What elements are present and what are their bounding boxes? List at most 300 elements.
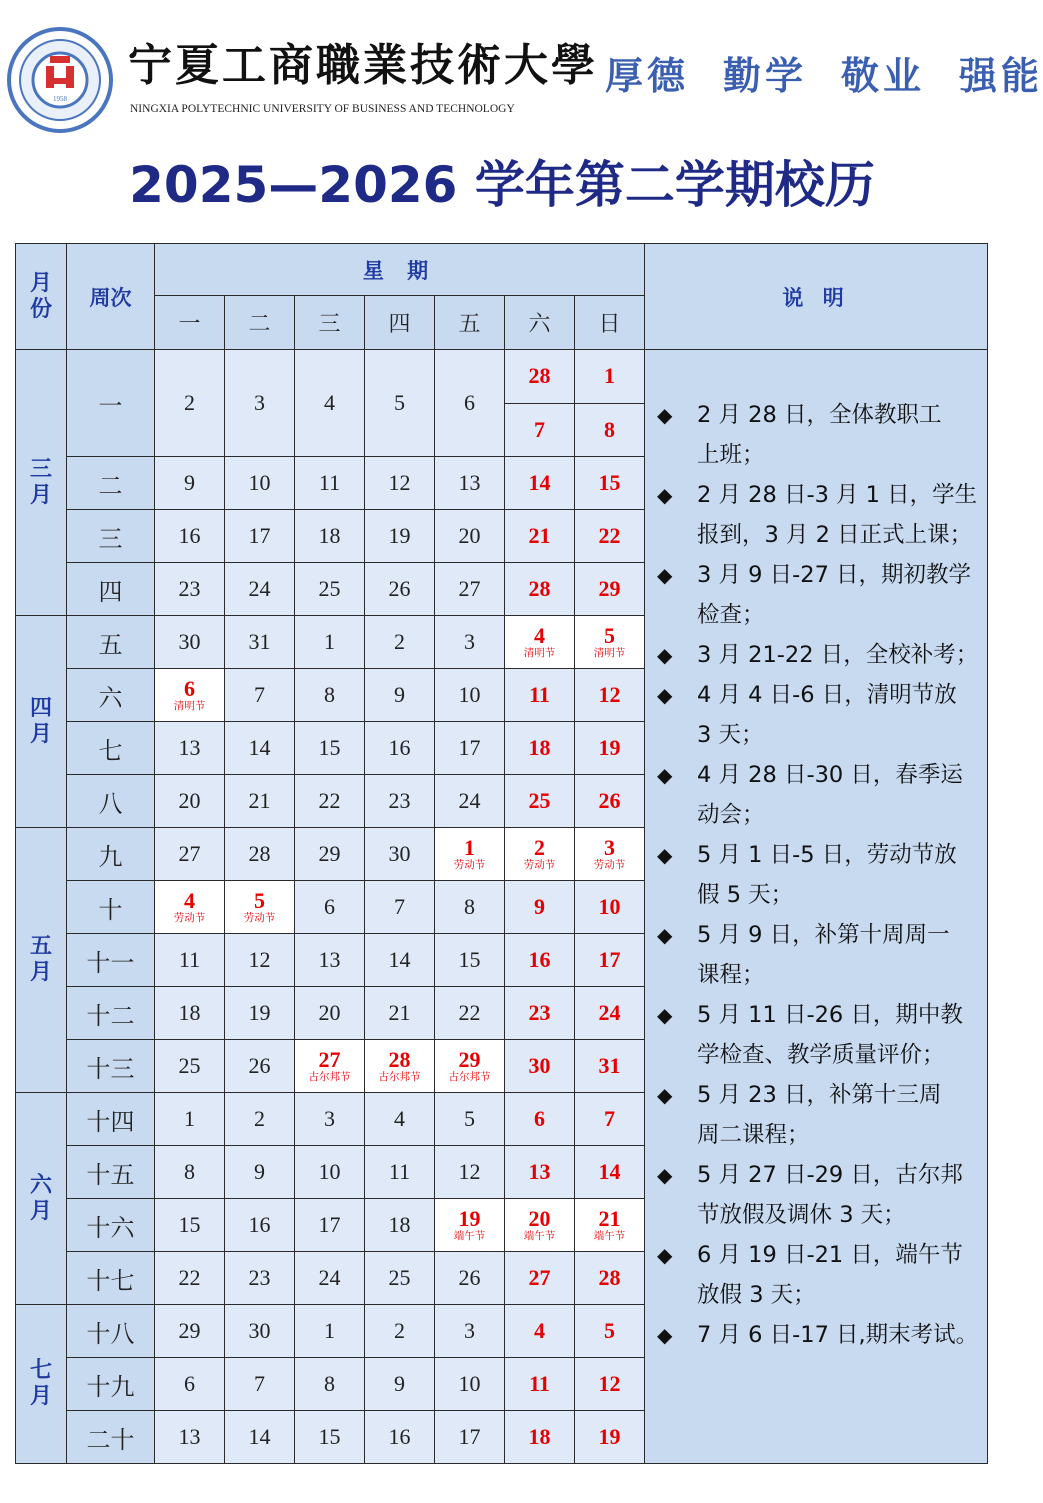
date-number: 24 [318, 1265, 341, 1290]
note-text: 2 月 28 日-3 月 1 日，学生 [697, 482, 978, 508]
date-cell [505, 1252, 575, 1305]
date-number: 12 [598, 682, 621, 707]
date-cell [435, 669, 505, 722]
diamond-bullet-icon: ◆ [657, 1003, 673, 1027]
date-cell [295, 457, 365, 510]
date-cell [575, 1146, 645, 1199]
note-item [657, 395, 981, 435]
date-number: 30 [178, 629, 201, 654]
date-number: 17 [248, 523, 271, 548]
date-number: 11 [388, 1159, 411, 1184]
date-cell [225, 510, 295, 563]
week-number: 四 [67, 563, 155, 616]
date-number: 13 [178, 735, 201, 760]
bullet-spacer [657, 1275, 697, 1315]
date-cell [225, 1093, 295, 1146]
holiday-label: 端午节 [523, 1230, 556, 1242]
holiday-label: 劳动节 [453, 859, 486, 871]
date-number: 24 [248, 576, 271, 601]
date-number: 30 [528, 1053, 551, 1078]
date-cell [225, 1305, 295, 1358]
date-number: 9 [394, 682, 405, 707]
holiday-label: 古尔邦节 [378, 1071, 421, 1083]
note-item [657, 915, 981, 955]
date-number: 27 [318, 1047, 341, 1072]
week-number: 十七 [67, 1252, 155, 1305]
date-number: 24 [458, 788, 481, 813]
date-cell [295, 350, 365, 457]
date-cell [505, 1146, 575, 1199]
date-number: 5 [464, 1106, 475, 1131]
diamond-bullet-icon: ◆ [657, 563, 673, 587]
date-cell [435, 563, 505, 616]
date-cell [365, 987, 435, 1040]
date-cell [155, 616, 225, 669]
date-cell [575, 987, 645, 1040]
calendar-body [16, 350, 988, 1464]
date-cell [505, 775, 575, 828]
note-item [657, 1075, 981, 1115]
date-cell [365, 1411, 435, 1464]
date-cell [225, 1146, 295, 1199]
date-number: 20 [458, 523, 481, 548]
date-cell [365, 1093, 435, 1146]
date-cell [155, 1358, 225, 1411]
date-number: 1 [464, 835, 475, 860]
week-column-header: 周次 [67, 244, 155, 350]
note-item [657, 1155, 981, 1195]
date-number: 13 [318, 947, 341, 972]
date-cell [575, 1040, 645, 1093]
date-number: 7 [254, 682, 265, 707]
date-cell [365, 457, 435, 510]
holiday-label: 清明节 [523, 647, 556, 659]
date-number: 31 [248, 629, 271, 654]
date-cell [575, 1358, 645, 1411]
date-number: 15 [458, 947, 481, 972]
date-number: 26 [458, 1265, 481, 1290]
date-cell [505, 722, 575, 775]
date-cell [505, 403, 575, 457]
date-cell [575, 1411, 645, 1464]
date-cell [155, 1252, 225, 1305]
date-number: 14 [248, 1424, 271, 1449]
note-item [657, 675, 981, 715]
date-cell [295, 1146, 365, 1199]
date-number: 25 [318, 576, 341, 601]
date-number: 1 [184, 1106, 195, 1131]
date-cell [155, 1093, 225, 1146]
date-number: 6 [184, 1371, 195, 1396]
holiday-label: 古尔邦节 [448, 1071, 491, 1083]
date-cell [435, 510, 505, 563]
date-cell [505, 669, 575, 722]
svg-text:1958: 1958 [53, 95, 67, 103]
week-number: 三 [67, 510, 155, 563]
bullet-spacer [657, 955, 697, 995]
date-cell [365, 775, 435, 828]
date-number: 12 [248, 947, 271, 972]
date-cell [505, 350, 575, 404]
date-number: 13 [528, 1159, 551, 1184]
note-text: 上班； [697, 442, 765, 468]
date-cell [155, 457, 225, 510]
date-cell [575, 563, 645, 616]
date-cell [505, 1358, 575, 1411]
diamond-bullet-icon: ◆ [657, 843, 673, 867]
weekday-header: 日 [575, 296, 645, 350]
date-number: 16 [178, 523, 201, 548]
date-number: 16 [388, 1424, 411, 1449]
holiday-date-cell [155, 881, 225, 934]
week-number: 二十 [67, 1411, 155, 1464]
note-text: 放假 3 天； [697, 1282, 816, 1308]
month-label: 三 月 [16, 350, 67, 616]
date-cell [295, 775, 365, 828]
date-cell [365, 350, 435, 457]
date-cell [505, 1040, 575, 1093]
date-number: 4 [184, 888, 195, 913]
holiday-label: 古尔邦节 [308, 1071, 351, 1083]
date-cell [225, 775, 295, 828]
date-cell [575, 350, 645, 404]
note-text: 学检查、教学质量评价； [697, 1042, 945, 1068]
note-item [657, 635, 981, 675]
week-number: 十九 [67, 1358, 155, 1411]
holiday-date-cell [575, 828, 645, 881]
date-number: 17 [598, 947, 621, 972]
date-number: 4 [324, 390, 335, 415]
date-cell [365, 934, 435, 987]
date-number: 25 [528, 788, 551, 813]
date-cell [295, 1199, 365, 1252]
note-text: 周二课程； [697, 1122, 810, 1148]
weekday-header: 一 [155, 296, 225, 350]
date-number: 20 [318, 1000, 341, 1025]
diamond-bullet-icon: ◆ [657, 1083, 673, 1107]
date-number: 18 [318, 523, 341, 548]
month-header-text: 月 份 [29, 270, 52, 322]
bullet-spacer [657, 1035, 697, 1075]
note-text: 3 月 21-22 日，全校补考； [697, 642, 979, 668]
date-cell [295, 563, 365, 616]
note-text: 2 月 28 日，全体教职工 [697, 402, 942, 428]
date-cell [295, 1093, 365, 1146]
date-number: 4 [394, 1106, 405, 1131]
date-number: 2 [254, 1106, 265, 1131]
date-cell [435, 987, 505, 1040]
date-number: 21 [598, 1206, 621, 1231]
date-cell [225, 1199, 295, 1252]
date-cell [155, 1199, 225, 1252]
date-cell [365, 1199, 435, 1252]
date-number: 25 [178, 1053, 201, 1078]
date-number: 3 [604, 835, 616, 860]
note-text: 5 月 11 日-26 日，期中教 [697, 1002, 963, 1028]
month-label: 七 月 [16, 1305, 67, 1464]
date-number: 19 [388, 523, 411, 548]
date-number: 17 [318, 1212, 341, 1237]
date-number: 28 [528, 576, 551, 601]
date-number: 7 [394, 894, 405, 919]
note-item-continuation [657, 955, 981, 995]
date-number: 8 [604, 416, 616, 442]
date-number: 17 [458, 1424, 481, 1449]
date-number: 22 [178, 1265, 201, 1290]
date-cell [435, 1411, 505, 1464]
note-item [657, 835, 981, 875]
date-number: 8 [184, 1159, 195, 1184]
date-cell [155, 722, 225, 775]
week-row [16, 350, 988, 404]
date-cell [575, 457, 645, 510]
holiday-date-cell [505, 828, 575, 881]
date-cell [505, 881, 575, 934]
date-cell [435, 1305, 505, 1358]
date-cell [155, 1040, 225, 1093]
date-cell [295, 828, 365, 881]
date-cell [155, 350, 225, 457]
date-number: 7 [534, 416, 545, 442]
date-number: 15 [318, 1424, 341, 1449]
date-number: 6 [534, 1106, 545, 1131]
date-cell [225, 1252, 295, 1305]
date-number: 11 [529, 1371, 550, 1396]
date-number: 10 [248, 470, 271, 495]
diamond-bullet-icon: ◆ [657, 683, 673, 707]
diamond-bullet-icon: ◆ [657, 1323, 673, 1347]
holiday-date-cell [435, 1199, 505, 1252]
note-text: 4 月 4 日-6 日，清明节放 [697, 682, 957, 708]
motto-word: 厚德 [605, 53, 690, 98]
bullet-spacer [657, 875, 697, 915]
note-text: 报到，3 月 2 日正式上课； [697, 522, 973, 548]
holiday-date-cell [575, 1199, 645, 1252]
note-text: 3 月 9 日-27 日，期初教学 [697, 562, 972, 588]
month-label: 六 月 [16, 1093, 67, 1305]
university-name-en: NINGXIA POLYTECHNIC UNIVERSITY OF BUSINESS AND TECHNOLOGY [130, 103, 515, 115]
date-cell [365, 1358, 435, 1411]
note-text: 5 月 9 日，补第十周周一 [697, 922, 950, 948]
weekday-header: 二 [225, 296, 295, 350]
bullet-spacer [657, 715, 697, 755]
date-number: 29 [318, 841, 341, 866]
date-number: 14 [528, 470, 551, 495]
diamond-bullet-icon: ◆ [657, 1243, 673, 1267]
date-number: 6 [184, 676, 195, 701]
date-cell [295, 722, 365, 775]
week-number: 十五 [67, 1146, 155, 1199]
date-number: 14 [598, 1159, 621, 1184]
date-number: 24 [598, 1000, 621, 1025]
date-number: 2 [534, 835, 545, 860]
week-number: 十二 [67, 987, 155, 1040]
date-cell [435, 350, 505, 457]
date-number: 8 [324, 1371, 335, 1396]
university-name-cn: 宁夏工商職業技術大學 [128, 40, 598, 91]
motto-word: 强能 [959, 53, 1043, 98]
date-number: 5 [394, 390, 405, 415]
date-number: 4 [534, 1318, 545, 1343]
date-cell [505, 1305, 575, 1358]
note-item [657, 995, 981, 1035]
date-number: 5 [604, 1318, 616, 1343]
date-cell [435, 1358, 505, 1411]
date-number: 17 [458, 735, 481, 760]
date-number: 28 [598, 1265, 621, 1290]
date-number: 19 [598, 1424, 621, 1449]
date-cell [505, 510, 575, 563]
date-cell [295, 1305, 365, 1358]
month-label: 四 月 [16, 616, 67, 828]
weekday-group-header: 星 期 [155, 244, 645, 296]
date-number: 2 [394, 629, 405, 654]
date-cell [225, 987, 295, 1040]
date-number: 27 [178, 841, 201, 866]
date-cell [295, 1411, 365, 1464]
note-text: 6 月 19 日-21 日，端午节 [697, 1242, 963, 1268]
date-cell [365, 669, 435, 722]
date-cell [295, 1358, 365, 1411]
date-cell [155, 828, 225, 881]
date-cell [225, 1040, 295, 1093]
holiday-date-cell [365, 1040, 435, 1093]
date-number: 8 [324, 682, 335, 707]
date-number: 19 [598, 735, 621, 760]
date-cell [295, 669, 365, 722]
date-number: 16 [528, 947, 551, 972]
date-cell [575, 510, 645, 563]
bullet-spacer [657, 595, 697, 635]
date-cell [155, 1305, 225, 1358]
date-cell [435, 775, 505, 828]
header [0, 0, 1043, 135]
date-number: 1 [324, 1318, 335, 1343]
date-cell [225, 457, 295, 510]
note-item-continuation [657, 595, 981, 635]
date-cell [435, 1093, 505, 1146]
motto-word: 勤学 [723, 53, 808, 98]
date-cell [575, 669, 645, 722]
weekday-header: 六 [505, 296, 575, 350]
date-cell [225, 828, 295, 881]
date-number: 18 [178, 1000, 201, 1025]
date-cell [435, 934, 505, 987]
note-text: 假 5 天； [697, 882, 794, 908]
date-cell [505, 987, 575, 1040]
date-number: 1 [324, 629, 335, 654]
date-cell [505, 457, 575, 510]
date-cell [575, 775, 645, 828]
date-number: 2 [394, 1318, 405, 1343]
bullet-spacer [657, 515, 697, 555]
weekday-header: 三 [295, 296, 365, 350]
date-number: 23 [528, 1000, 551, 1025]
note-item-continuation [657, 1275, 981, 1315]
date-cell [155, 775, 225, 828]
date-cell [435, 1252, 505, 1305]
date-number: 4 [534, 623, 545, 648]
date-cell [295, 1252, 365, 1305]
date-number: 22 [318, 788, 341, 813]
note-item-continuation [657, 875, 981, 915]
week-number: 二 [67, 457, 155, 510]
date-number: 31 [598, 1053, 621, 1078]
date-cell [435, 457, 505, 510]
holiday-label: 端午节 [453, 1230, 486, 1242]
note-text: 4 月 28 日-30 日，春季运 [697, 762, 963, 788]
date-number: 3 [324, 1106, 335, 1131]
date-number: 21 [528, 523, 551, 548]
date-number: 5 [254, 888, 265, 913]
holiday-date-cell [505, 1199, 575, 1252]
date-number: 19 [458, 1206, 481, 1231]
date-number: 1 [604, 363, 616, 389]
diamond-bullet-icon: ◆ [657, 763, 673, 787]
note-text: 动会； [697, 802, 765, 828]
note-text: 5 月 23 日，补第十三周 [697, 1082, 942, 1108]
week-number: 七 [67, 722, 155, 775]
date-number: 15 [598, 470, 621, 495]
holiday-date-cell [575, 616, 645, 669]
date-number: 18 [528, 735, 551, 760]
school-calendar-table [15, 243, 988, 1464]
date-number: 29 [598, 576, 621, 601]
date-cell [575, 1305, 645, 1358]
week-number: 一 [67, 350, 155, 457]
note-text: 5 月 1 日-5 日，劳动节放 [697, 842, 957, 868]
date-cell [365, 563, 435, 616]
date-number: 3 [254, 390, 265, 415]
date-cell [365, 616, 435, 669]
date-number: 10 [458, 1371, 481, 1396]
date-number: 6 [464, 390, 475, 415]
week-number: 十六 [67, 1199, 155, 1252]
motto [605, 53, 1043, 98]
date-number: 16 [248, 1212, 271, 1237]
date-number: 10 [598, 894, 621, 919]
date-number: 13 [178, 1424, 201, 1449]
date-number: 26 [598, 788, 621, 813]
note-item [657, 475, 981, 515]
date-number: 11 [318, 470, 341, 495]
holiday-date-cell [435, 1040, 505, 1093]
page-title: 2025—2026 学年第二学期校历 [129, 156, 875, 214]
week-number: 六 [67, 669, 155, 722]
date-cell [225, 669, 295, 722]
date-number: 11 [529, 682, 550, 707]
note-item [657, 1315, 981, 1355]
date-cell [575, 881, 645, 934]
date-cell [505, 1093, 575, 1146]
date-number: 30 [248, 1318, 271, 1343]
date-cell [575, 403, 645, 457]
date-cell [295, 510, 365, 563]
week-number: 十四 [67, 1093, 155, 1146]
notes-list [645, 350, 987, 1355]
note-item-continuation [657, 1035, 981, 1075]
note-item [657, 555, 981, 595]
date-number: 2 [184, 390, 195, 415]
holiday-label: 劳动节 [523, 859, 556, 871]
holiday-label: 劳动节 [243, 912, 276, 924]
date-cell [575, 722, 645, 775]
week-number: 十三 [67, 1040, 155, 1093]
date-cell [435, 616, 505, 669]
date-number: 21 [388, 1000, 411, 1025]
date-cell [225, 350, 295, 457]
bullet-spacer [657, 795, 697, 835]
